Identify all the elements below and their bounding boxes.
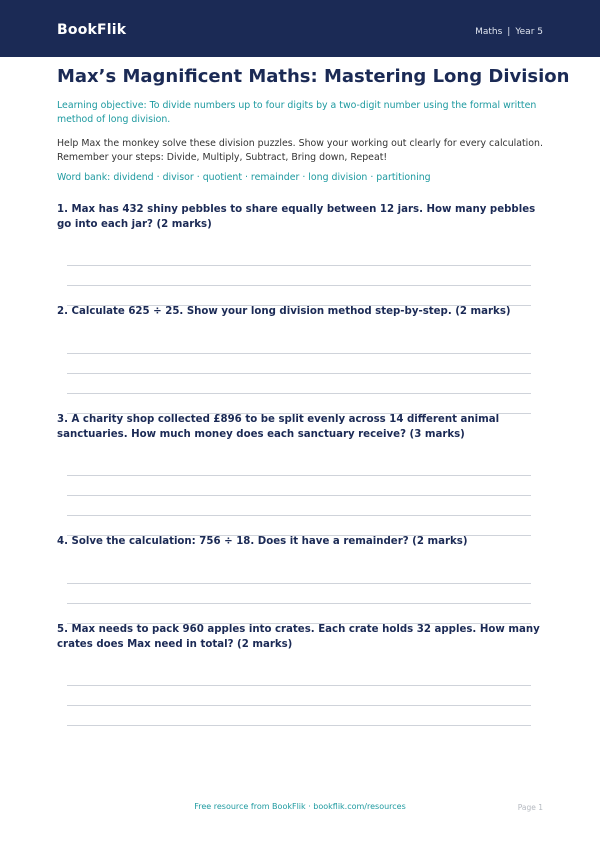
answer-line[interactable] bbox=[67, 725, 531, 726]
question-1: 1. Max has 432 shiny pebbles to share equally between 12 jars. How many pebbles go into each jar? (2 marks) bbox=[57, 204, 536, 230]
page-number: Page 1 bbox=[517, 803, 543, 812]
question-4: 4. Solve the calculation: 756 ÷ 18. Does it have a remainder? (2 marks) bbox=[57, 536, 468, 547]
header-meta bbox=[475, 27, 543, 37]
answer-line[interactable] bbox=[67, 285, 531, 286]
answer-line[interactable] bbox=[67, 583, 531, 584]
question-2: 2. Calculate 625 ÷ 25. Show your long division method step-by-step. (2 marks) bbox=[57, 306, 511, 317]
footer-link[interactable]: Free resource from BookFlik · bookflik.com/resources bbox=[194, 802, 406, 811]
answer-line[interactable] bbox=[67, 265, 531, 266]
header-bar bbox=[0, 0, 600, 57]
answer-line[interactable] bbox=[67, 373, 531, 374]
page-title: Max’s Magnificent Maths: Mastering Long Division bbox=[57, 66, 570, 87]
word-bank bbox=[57, 171, 547, 185]
word-bank-words: dividend · divisor · quotient · remainder · long division · partitioning bbox=[113, 172, 431, 183]
answer-line[interactable] bbox=[67, 515, 531, 516]
answer-line[interactable] bbox=[67, 475, 531, 476]
learning-objective: Learning objective: To divide numbers up to four digits by a two-digit number using the formal written method of long division. bbox=[57, 100, 537, 125]
instructions-text: Help Max the monkey solve these division puzzles. Show your working out clearly for every calculation. Remember your steps: Divide, Multiply, Subtract, Bring down, Repeat! bbox=[57, 138, 543, 163]
answer-line[interactable] bbox=[67, 353, 531, 354]
answer-line[interactable] bbox=[67, 705, 531, 706]
brand-logo[interactable]: BookFlik bbox=[57, 22, 127, 38]
question-3: 3. A charity shop collected £896 to be split evenly across 14 different animal sanctuaries. How much money does each sanctuary receive? (3 marks) bbox=[57, 414, 500, 440]
answer-line[interactable] bbox=[67, 495, 531, 496]
subject-label: Maths bbox=[475, 27, 503, 37]
word-bank-label: Word bank: bbox=[57, 172, 111, 183]
answer-line[interactable] bbox=[67, 685, 531, 686]
question-5: 5. Max needs to pack 960 apples into crates. Each crate holds 32 apples. How many crates does Max need in total? (2 marks) bbox=[57, 624, 540, 650]
year-label: Year 5 bbox=[515, 27, 543, 37]
header-separator: | bbox=[507, 27, 511, 37]
answer-line[interactable] bbox=[67, 603, 531, 604]
answer-line[interactable] bbox=[67, 393, 531, 394]
